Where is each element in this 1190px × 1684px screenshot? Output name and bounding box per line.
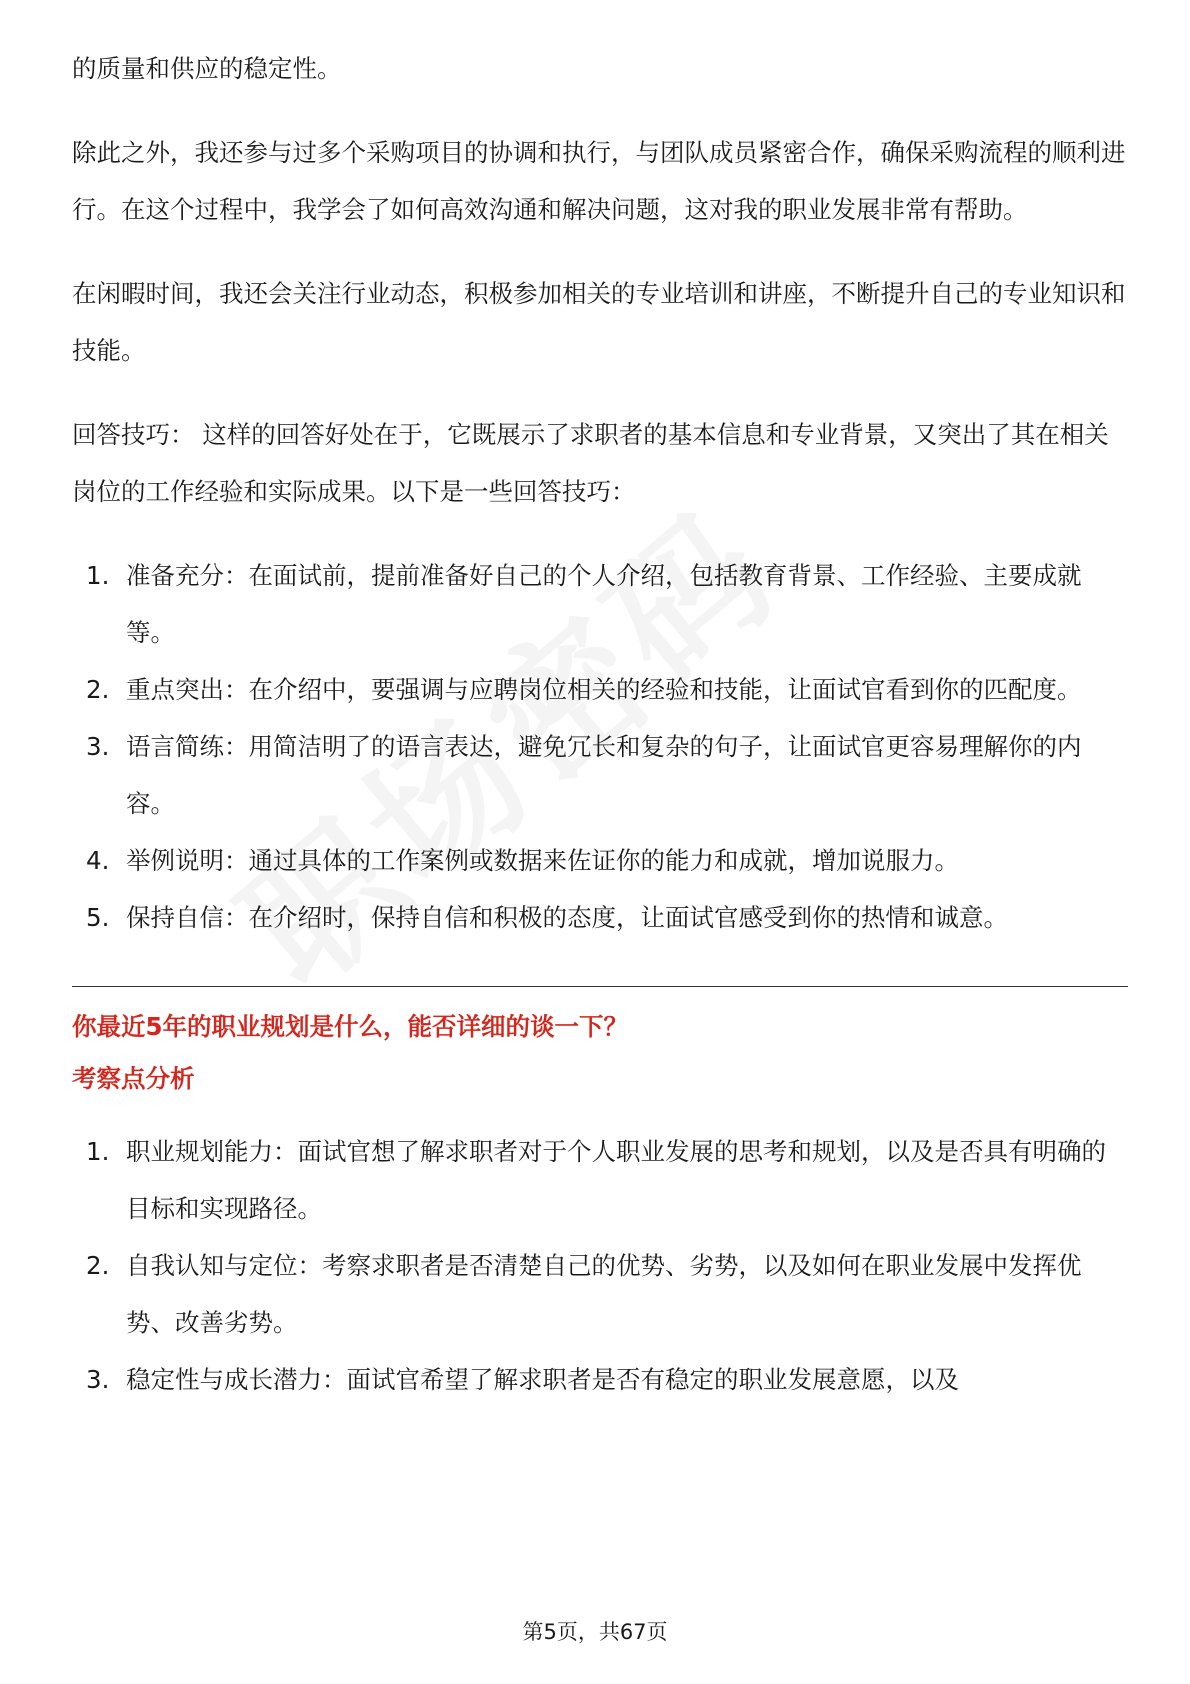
section-divider xyxy=(72,986,1128,987)
list-number: 2. xyxy=(86,1251,110,1280)
list-number: 1. xyxy=(86,1137,110,1166)
list-item-text: 语言简练：用简洁明了的语言表达，避免冗长和复杂的句子，让面试官更容易理解你的内容。 xyxy=(126,732,1082,818)
list-item-text: 举例说明：通过具体的工作案例或数据来佐证你的能力和成就，增加说服力。 xyxy=(126,846,959,875)
tips-list xyxy=(72,547,1128,946)
list-item-text: 稳定性与成长潜力：面试官希望了解求职者是否有稳定的职业发展意愿，以及 xyxy=(126,1365,959,1394)
list-item xyxy=(72,1237,1128,1351)
list-number: 3. xyxy=(86,732,110,761)
list-item-text: 准备充分：在面试前，提前准备好自己的个人介绍，包括教育背景、工作经验、主要成就等。 xyxy=(126,561,1082,647)
paragraph: 在闲暇时间，我还会关注行业动态，积极参加相关的专业培训和讲座，不断提升自己的专业知识和技能。 xyxy=(72,279,1126,365)
list-number: 2. xyxy=(86,675,110,704)
list-item xyxy=(72,1351,1128,1408)
question-title: 你最近5年的职业规划是什么，能否详细的谈一下？ xyxy=(72,1012,629,1041)
list-item xyxy=(72,661,1128,718)
page-footer: 第5页，共67页 xyxy=(522,1620,668,1644)
analysis-list xyxy=(72,1123,1128,1408)
paragraph: 的质量和供应的稳定性。 xyxy=(72,54,342,83)
paragraph: 除此之外，我还参与过多个采购项目的协调和执行，与团队成员紧密合作，确保采购流程的顺利进行。在这个过程中，我学会了如何高效沟通和解决问题，这对我的职业发展非常有帮助。 xyxy=(72,138,1126,224)
list-item xyxy=(72,718,1128,832)
question-subtitle: 考察点分析 xyxy=(72,1064,195,1093)
list-item xyxy=(72,832,1128,889)
list-item-text: 保持自信：在介绍时，保持自信和积极的态度，让面试官感受到你的热情和诚意。 xyxy=(126,903,1008,932)
list-item-text: 自我认知与定位：考察求职者是否清楚自己的优势、劣势，以及如何在职业发展中发挥优势、改善劣势。 xyxy=(126,1251,1082,1337)
list-item-text: 职业规划能力：面试官想了解求职者对于个人职业发展的思考和规划，以及是否具有明确的目标和实现路径。 xyxy=(126,1137,1106,1223)
list-number: 3. xyxy=(86,1365,110,1394)
list-item xyxy=(72,1123,1128,1237)
list-item xyxy=(72,547,1128,661)
list-number: 1. xyxy=(86,561,110,590)
list-number: 4. xyxy=(86,846,110,875)
list-item xyxy=(72,889,1128,946)
list-item-text: 重点突出：在介绍中，要强调与应聘岗位相关的经验和技能，让面试官看到你的匹配度。 xyxy=(126,675,1082,704)
list-number: 5. xyxy=(86,903,110,932)
document-page xyxy=(72,40,1128,1408)
paragraph-answer-tips: 回答技巧： 这样的回答好处在于，它既展示了求职者的基本信息和专业背景，又突出了其在相关岗位的工作经验和实际成果。以下是一些回答技巧： xyxy=(72,420,1109,506)
